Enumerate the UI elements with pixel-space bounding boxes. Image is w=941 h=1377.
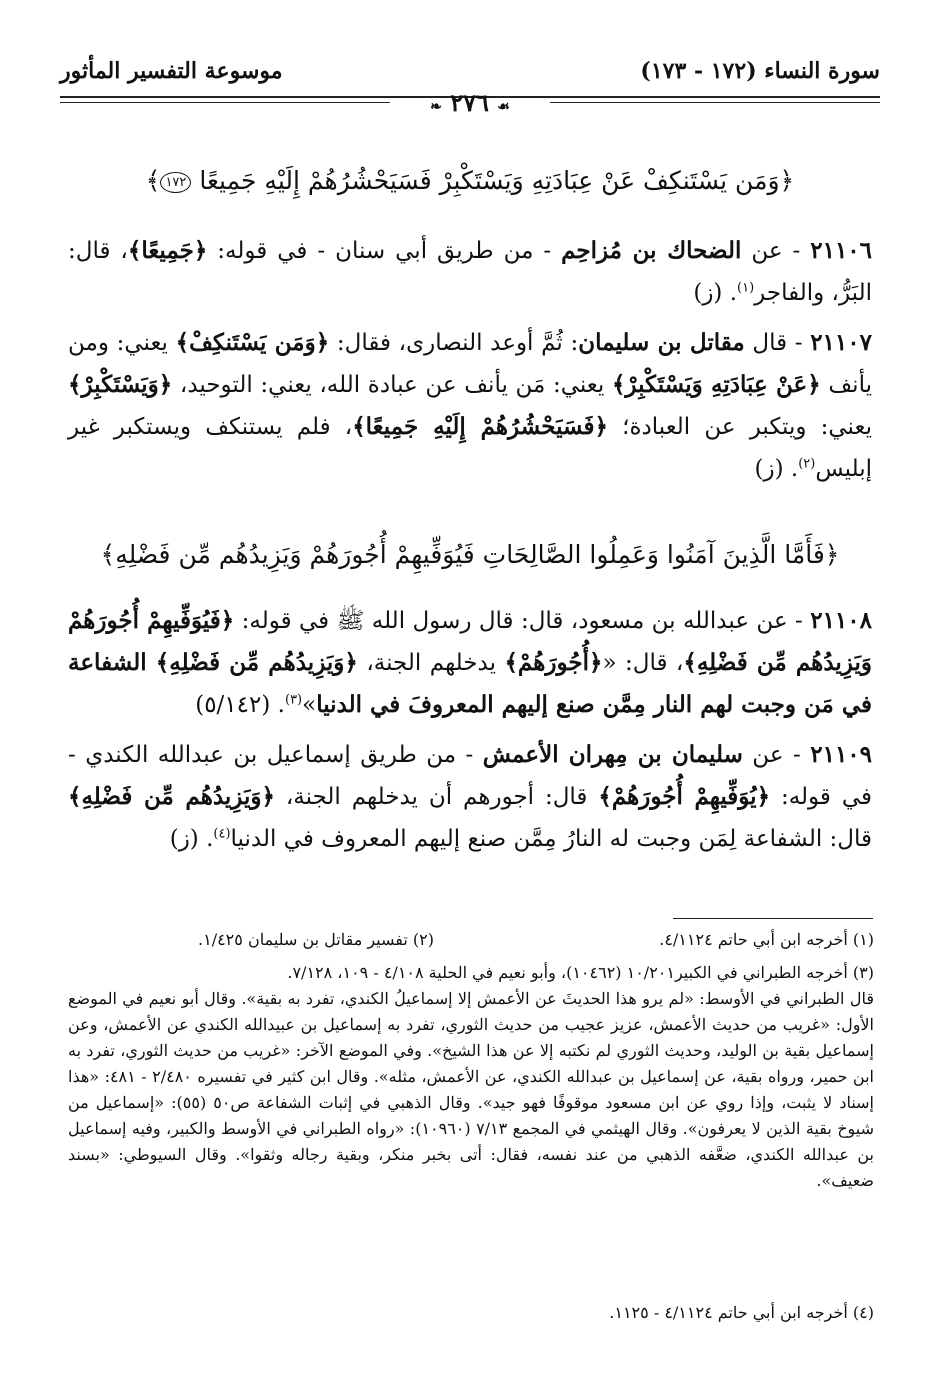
verse-text: وَمَن يَسْتَنكِفْ عَنْ عِبَادَتِهِ وَيَسْتَكْبِرْ فَسَيَحْشُرُهُمْ إِلَيْهِ جَمِيعًا bbox=[199, 166, 780, 195]
quran-quote: ﴿وَيَسْتَكْبِرْ﴾ bbox=[68, 371, 173, 398]
footnote-1: (١) أخرجه ابن أبي حاتم ٤/١١٢٤. bbox=[659, 930, 874, 949]
footnote-ref: (٢) bbox=[798, 456, 816, 472]
quran-quote: ﴿يُوَفِّيهِمْ أُجُورَهُمْ﴾ bbox=[598, 783, 771, 810]
ornament-icon: ☙ bbox=[497, 99, 510, 115]
quran-quote: ﴿وَمَن يَسْتَنكِفْ﴾ bbox=[175, 329, 330, 356]
footnote-ref: (٣) bbox=[284, 692, 303, 708]
ornament-icon: ❧ bbox=[430, 99, 442, 115]
entry-number: ٢١١٠٦ bbox=[810, 237, 873, 264]
narrator-name: الضحاك بن مُزاحِم bbox=[561, 237, 742, 264]
verse-173: ﴿فَأَمَّا الَّذِينَ آمَنُوا وَعَمِلُوا الصَّالِحَاتِ فَيُوَفِّيهِمْ أُجُورَهُمْ وَيَزِيدُهُم مِّن فَضْلِهِ﴾ bbox=[100, 540, 840, 569]
book-title: موسوعة التفسير المأثور bbox=[60, 58, 283, 84]
footnote-3 bbox=[68, 960, 874, 1194]
entry-number: ٢١١٠٩ bbox=[810, 741, 873, 768]
footnote-ref: (١) bbox=[737, 280, 755, 296]
entry-number: ٢١١٠٧ bbox=[810, 329, 872, 356]
footnote-3-commentary: قال الطبراني في الأوسط: «لم يرو هذا الحديثَ عن الأعمش إلا إسماعيلُ الكندي، تفرد به بقية». وقال أبو نعيم في الموضع الأول: «غريب من حديث الأعمش، عزيز عجيب من حديث الثوري، تفرد به إسماعيل بن عبيدالله الكندي عن الأعمش، وعن إسماعيل بقية بن الوليد، وحديث الثوري لم نكتبه إلا عن هذا الشيخ». وفي الموضع الآخر: «غريب من حديث الثوري، تفرد به ابن حمير، ورواه بقية، عن إسماعيل بن عبدالله الكندي، عن الأعمش، مثله». وقال ابن كثير في تفسيره ٢/٤٨٠ - ٤٨١: «هذا إسناد لا يثبت، وإذا روي عن ابن مسعود موقوفًا فهو جيد». وقال الذهبي في إثبات الشفاعة ص٥٠ (٥٥): «إسماعيل من شيوخ بقية الذين لا يعرفون». وقال الهيثمي في المجمع ٧/١٣ (١٠٩٦٠): «رواه الطبراني في الأوسط والكبير، وفيه إسماعيل بن عبدالله الكندي، ضعَّفه الذهبي من عند نفسه، فقال: أتى بخبر منكر، وبقية رجاله وثقوا». وقال السيوطي: «بسند ضعيف». bbox=[68, 989, 875, 1190]
footnotes-row-1 bbox=[68, 930, 874, 956]
page-number: ❧ ٢٧٦ ☙ bbox=[430, 88, 510, 117]
quran-quote: ﴿وَيَزِيدُهُم مِّن فَضْلِهِ﴾ bbox=[155, 649, 358, 676]
quran-quote: ﴿عَنْ عِبَادَتِهِ وَيَسْتَكْبِرْ﴾ bbox=[611, 371, 821, 398]
quran-quote: ﴿فَيُوَفِّيهِمْ أُجُورَهُمْ وَيَزِيدُهُم مِّن فَضْلِهِ﴾ bbox=[68, 607, 872, 676]
footnote-separator bbox=[673, 918, 873, 919]
verse-172: ﴿وَمَن يَسْتَنكِفْ عَنْ عِبَادَتِهِ وَيَسْتَكْبِرْ فَسَيَحْشُرُهُمْ إِلَيْهِ جَمِيعًا ١٧٢﴾ bbox=[145, 166, 795, 195]
footnote-3-source: (٣) أخرجه الطبراني في الكبير١٠/٢٠١ (١٠٤٦٢)، وأبو نعيم في الحلية ٤/١٠٨ - ١٠٩، ٧/١٢٨. bbox=[287, 963, 874, 982]
hadith-text: الشفاعة في مَن وجبت لهم النار مِمَّن صنع إليهم المعروفَ في الدنيا bbox=[68, 649, 872, 718]
footnote-2: (٢) تفسير مقاتل بن سليمان ١/٤٢٥. bbox=[198, 930, 434, 949]
quran-quote: ﴿جَمِيعًا﴾ bbox=[127, 237, 208, 264]
page-number-rule-left bbox=[60, 102, 390, 103]
entry-21108: ٢١١٠٨ - عن عبدالله بن مسعود، قال: قال رسول الله ﷺ في قوله: ﴿فَيُوَفِّيهِمْ أُجُورَهُمْ وَيَزِيدُهُم مِّن فَضْلِهِ﴾، قال: «﴿أُجُورَهُمْ﴾ يدخلهم الجنة، ﴿وَيَزِيدُهُم مِّن فَضْلِهِ﴾ الشفاعة في مَن وجبت لهم النار مِمَّن صنع إليهم المعروفَ في الدنيا»$^{(٣)}$. (٥/١٤٢) bbox=[68, 607, 872, 718]
quran-quote: ﴿أُجُورَهُمْ﴾ bbox=[504, 649, 603, 676]
entry-21109: ٢١١٠٩ - عن سليمان بن مِهران الأعمش - من طريق إسماعيل بن عبدالله الكندي - في قوله: ﴿يُوَفِّيهِمْ أُجُورَهُمْ﴾ قال: أجورهم أن يدخلهم الجنة، ﴿وَيَزِيدُهُم مِّن فَضْلِهِ﴾ قال: الشفاعة لِمَن وجبت له النارُ مِمَّن صنع إليهم المعروف في الدنيا$^{(٤)}$. (ز) bbox=[68, 741, 873, 852]
ayah-number: ١٧٢ bbox=[160, 172, 191, 193]
quran-quote: ﴿فَسَيَحْشُرُهُمْ إِلَيْهِ جَمِيعًا﴾ bbox=[352, 413, 608, 440]
page-number-row bbox=[60, 90, 880, 116]
footnote-4: (٤) أخرجه ابن أبي حاتم ٤/١١٢٤ - ١١٢٥. bbox=[609, 1303, 874, 1322]
narrator-name: سليمان بن مِهران الأعمش bbox=[482, 741, 743, 768]
quran-quote: ﴿وَيَزِيدُهُم مِّن فَضْلِهِ﴾ bbox=[68, 783, 275, 810]
surah-title: سورة النساء (١٧٢ - ١٧٣) bbox=[640, 58, 880, 84]
entry-21106: ٢١١٠٦ - عن الضحاك بن مُزاحِم - من طريق أبي سنان - في قوله: ﴿جَمِيعًا﴾، قال: البَرُّ، والفاجر$^{(١)}$. (ز) bbox=[68, 237, 873, 306]
entry-21107: ٢١١٠٧ - قال مقاتل بن سليمان: ثُمَّ أوعد النصارى، فقال: ﴿وَمَن يَسْتَنكِفْ﴾ يعني: ومن يأنف ﴿عَنْ عِبَادَتِهِ وَيَسْتَكْبِرْ﴾ يعني: مَن يأنف عن عبادة الله، يعني: التوحيد، ﴿وَيَسْتَكْبِرْ﴾ يعني: ويتكبر عن العبادة؛ ﴿فَسَيَحْشُرُهُمْ إِلَيْهِ جَمِيعًا﴾، فلم يستنكف ويستكبر غير إبليس$^{(٢)}$. (ز) bbox=[68, 329, 872, 482]
narrator-name: مقاتل بن سليمان bbox=[578, 329, 745, 356]
page-number-rule-right bbox=[550, 102, 880, 103]
footnote-ref: (٤) bbox=[213, 826, 231, 842]
verse-text: فَأَمَّا الَّذِينَ آمَنُوا وَعَمِلُوا الصَّالِحَاتِ فَيُوَفِّيهِمْ أُجُورَهُمْ وَيَزِيدُهُم مِّن فَضْلِهِ bbox=[115, 540, 825, 569]
entry-number: ٢١١٠٨ bbox=[810, 607, 872, 634]
